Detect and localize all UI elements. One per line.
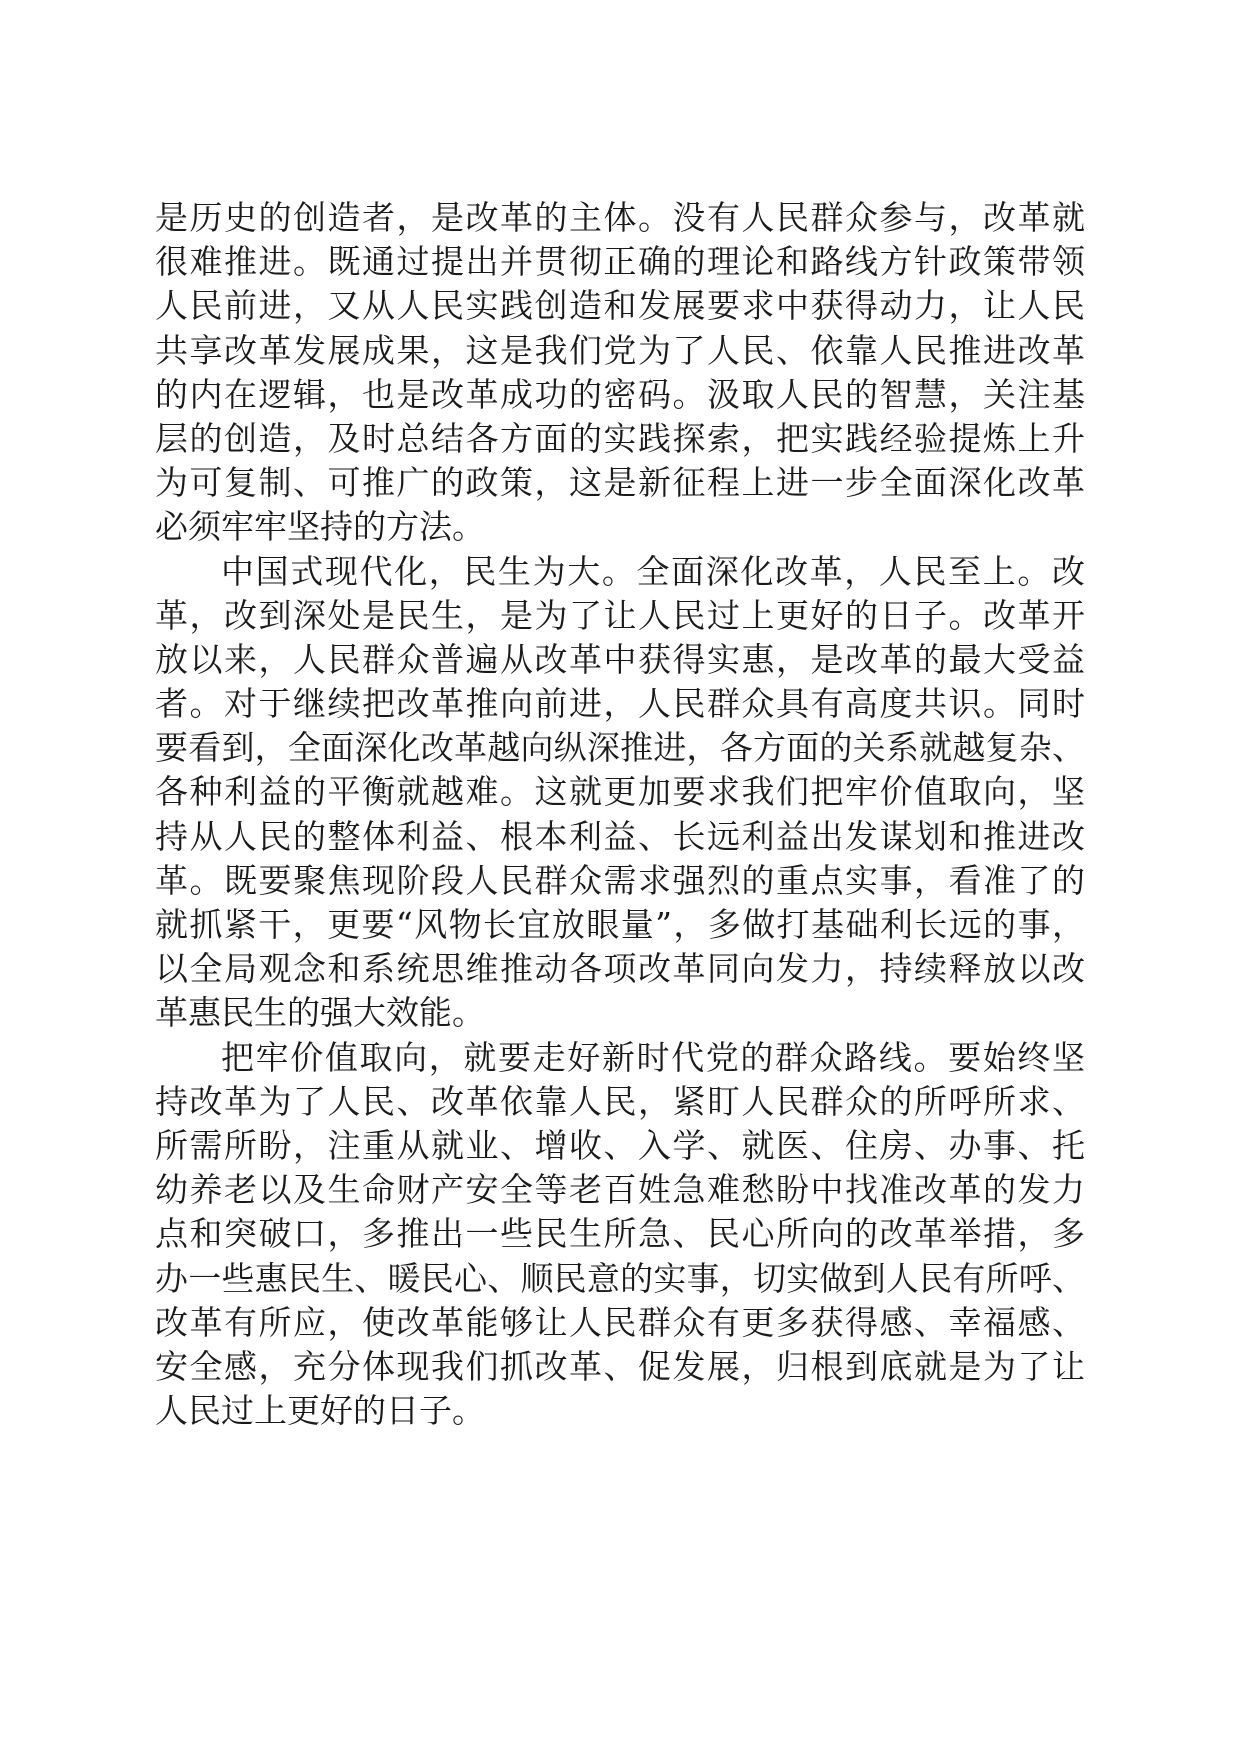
text-line: 人民前进，又从人民实践创造和发展要求中获得动力，让人民 xyxy=(155,286,1085,326)
text-line: 幼养老以及生命财产安全等老百姓急难愁盼中找准改革的发力 xyxy=(155,1170,1085,1210)
text-line: 改革有所应，使改革能够让人民群众有更多获得感、幸福感、 xyxy=(155,1302,1085,1342)
text-line: 各种利益的平衡就越难。这就更加要求我们把牢价值取向，坚 xyxy=(155,772,1085,812)
text-line: 为可复制、可推广的政策，这是新征程上进一步全面深化改革 xyxy=(155,463,1085,503)
paragraph xyxy=(155,1036,1085,1434)
document-body xyxy=(155,196,1085,1433)
text-line: 层的创造，及时总结各方面的实践探索，把实践经验提炼上升 xyxy=(155,418,1085,458)
text-line: 办一些惠民生、暖民心、顺民意的实事，切实做到人民有所呼、 xyxy=(155,1258,1085,1298)
text-line: 革，改到深处是民生，是为了让人民过上更好的日子。改革开 xyxy=(155,595,1085,635)
text-line: 持从人民的整体利益、根本利益、长远利益出发谋划和推进改 xyxy=(155,816,1085,856)
text-line: 必须牢牢坚持的方法。 xyxy=(155,507,485,547)
text-line: 把牢价值取向，就要走好新时代党的群众路线。要始终坚 xyxy=(221,1037,1085,1077)
text-line: 持改革为了人民、改革依靠人民，紧盯人民群众的所呼所求、 xyxy=(155,1081,1085,1121)
text-line: 以全局观念和系统思维推动各项改革同向发力，持续释放以改 xyxy=(155,949,1085,989)
text-line: 者。对于继续把改革推向前进，人民群众具有高度共识。同时 xyxy=(155,684,1085,724)
paragraph xyxy=(155,550,1085,1036)
text-line: 放以来，人民群众普遍从改革中获得实惠，是改革的最大受益 xyxy=(155,639,1085,679)
paragraph xyxy=(155,196,1085,550)
text-line: 安全感，充分体现我们抓改革、促发展，归根到底就是为了让 xyxy=(155,1346,1085,1386)
text-line: 的内在逻辑，也是改革成功的密码。汲取人民的智慧，关注基 xyxy=(155,374,1085,414)
text-line: 人民过上更好的日子。 xyxy=(155,1391,485,1431)
text-line: 中国式现代化，民生为大。全面深化改革，人民至上。改 xyxy=(221,551,1085,591)
text-line: 革惠民生的强大效能。 xyxy=(155,993,485,1033)
text-line: 点和突破口，多推出一些民生所急、民心所向的改革举措，多 xyxy=(155,1214,1085,1254)
text-line: 很难推进。既通过提出并贯彻正确的理论和路线方针政策带领 xyxy=(155,242,1085,282)
text-line: 所需所盼，注重从就业、增收、入学、就医、住房、办事、托 xyxy=(155,1125,1085,1165)
text-line: 革。既要聚焦现阶段人民群众需求强烈的重点实事，看准了的 xyxy=(155,860,1085,900)
text-line: 共享改革发展成果，这是我们党为了人民、依靠人民推进改革 xyxy=(155,330,1085,370)
text-line: 就抓紧干，更要“风物长宜放眼量”，多做打基础利长远的事， xyxy=(155,905,1085,944)
text-line: 是历史的创造者，是改革的主体。没有人民群众参与，改革就 xyxy=(155,198,1085,237)
text-line: 要看到，全面深化改革越向纵深推进，各方面的关系就越复杂、 xyxy=(155,728,1085,768)
